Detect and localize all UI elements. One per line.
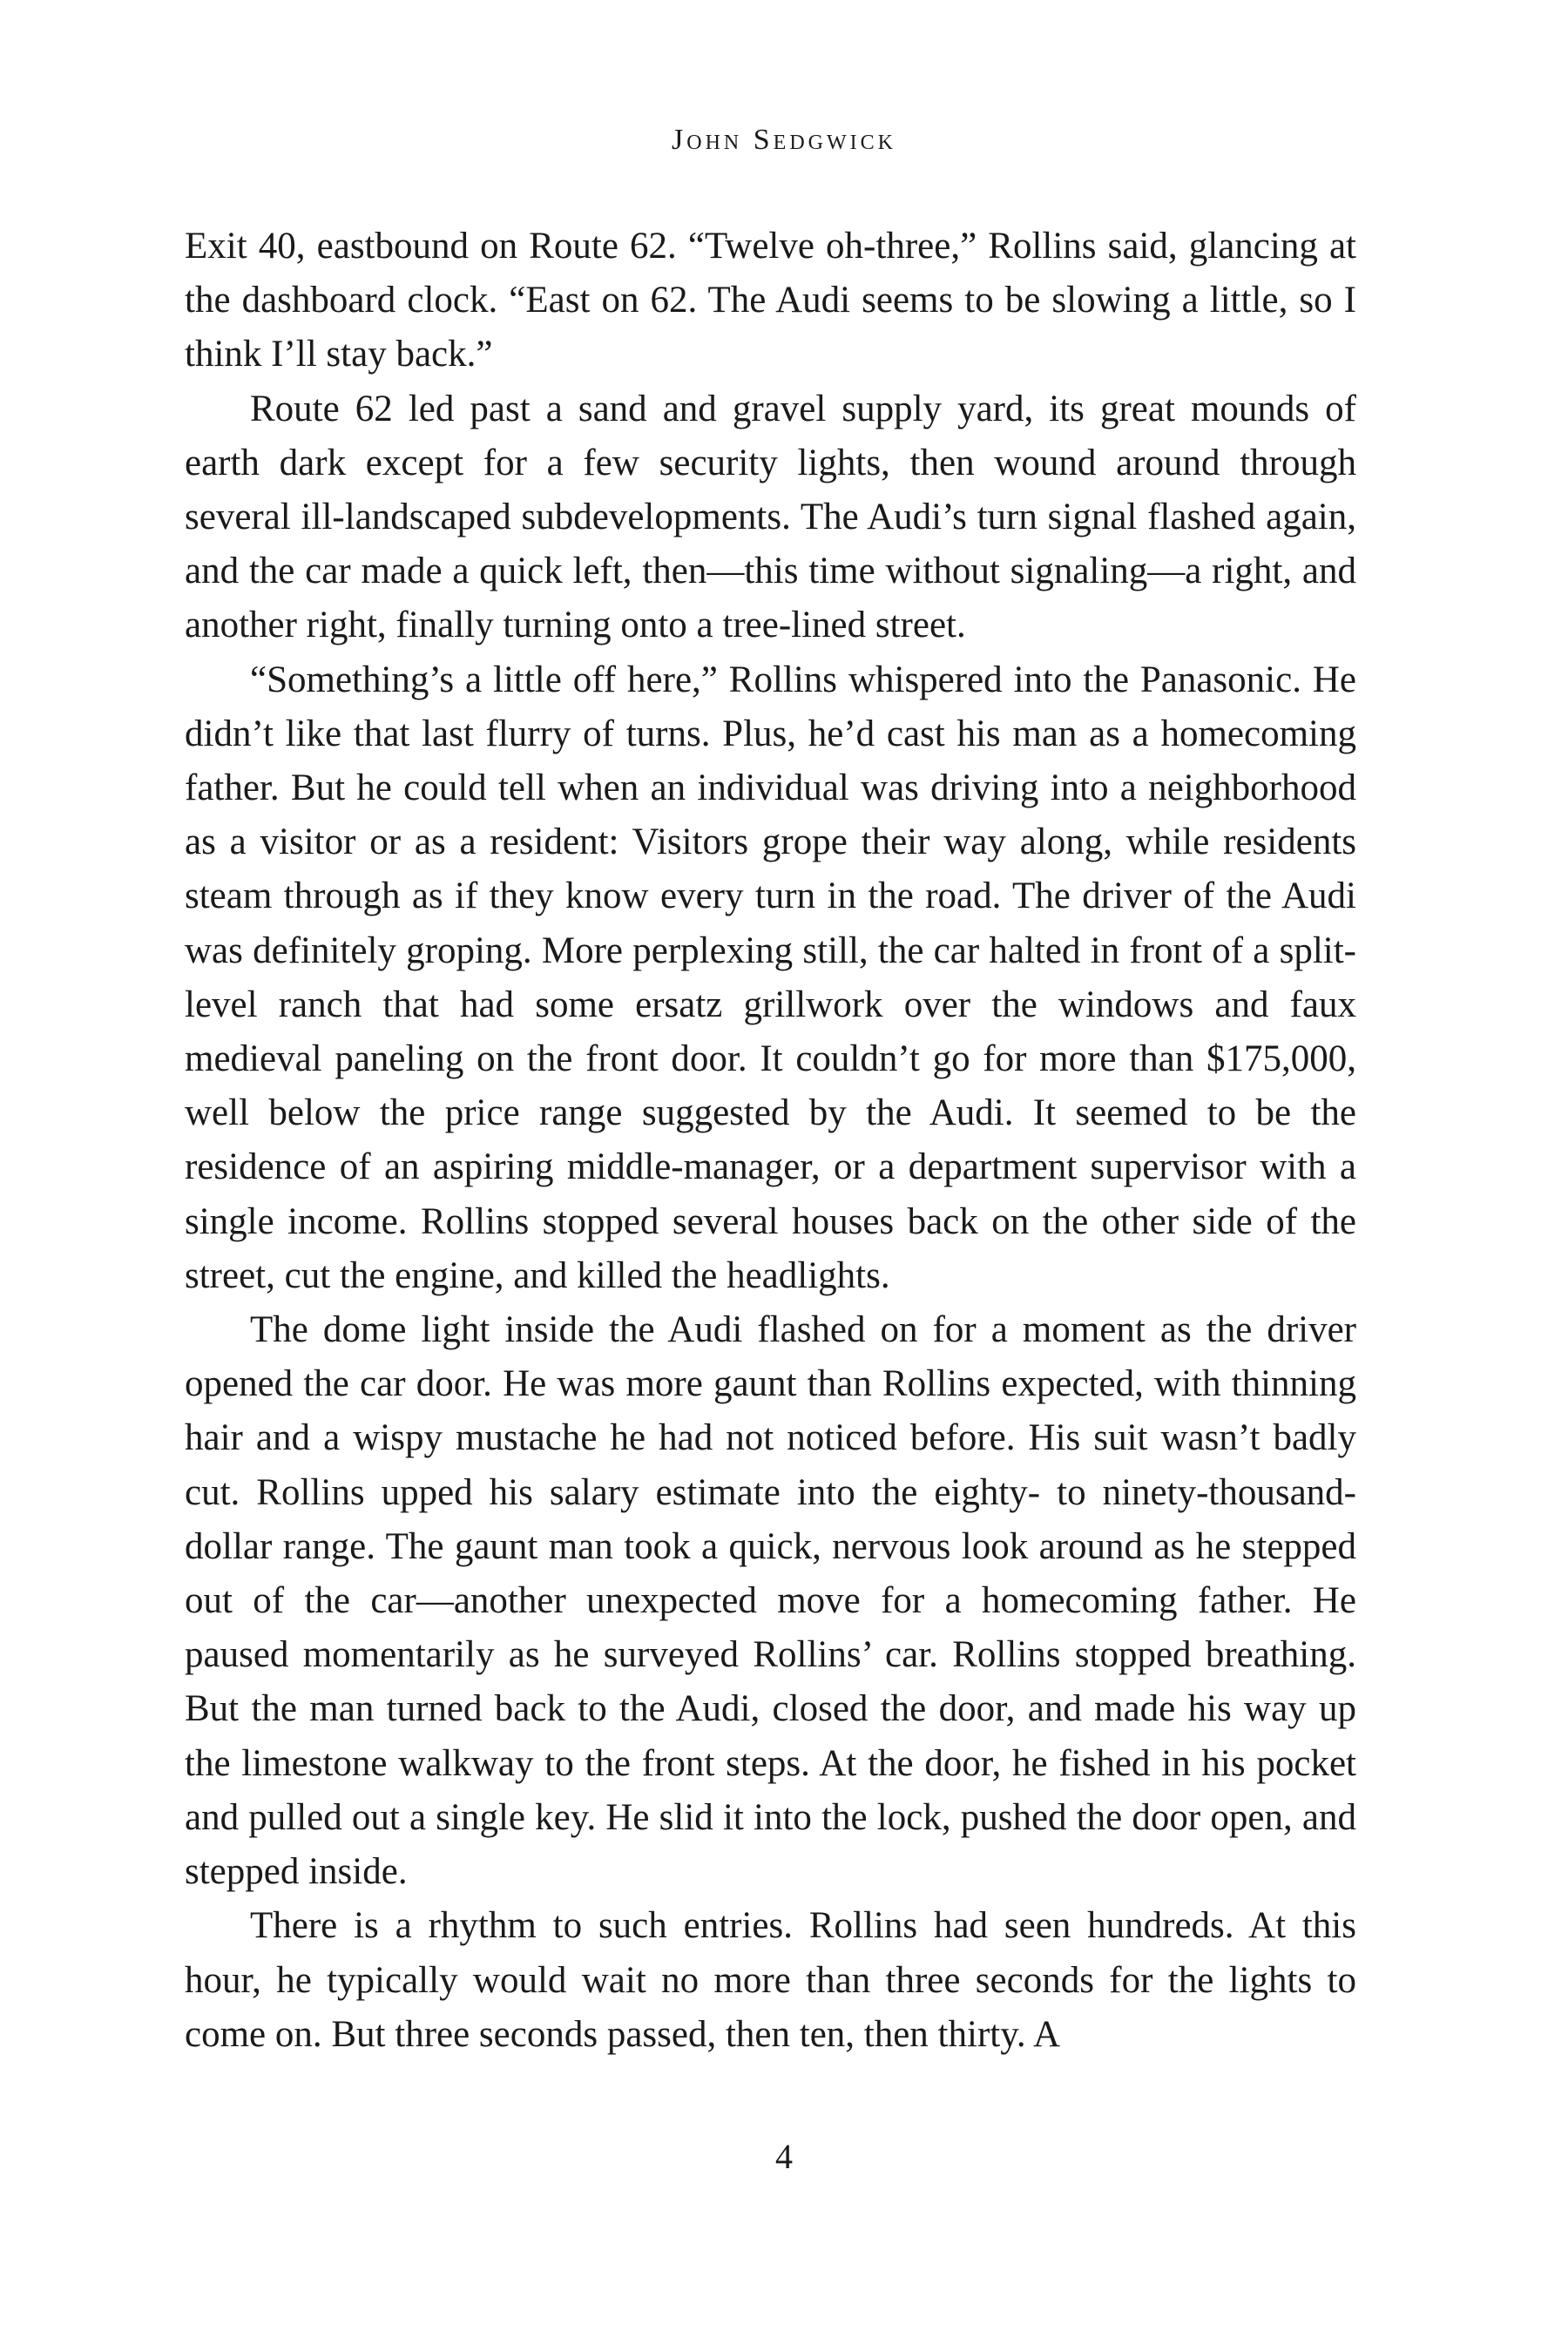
paragraph: There is a rhythm to such entries. Rollins had seen hundreds. At this hour, he typically would wait no more than three seconds for the lights to come on. But three seconds passed, then ten, then thirty. A [185,1905,1356,2055]
body-text [185,220,1356,2062]
paragraph: The dome light inside the Audi flashed on for a moment as the driver opened the car door. He was more gaunt than Rollins expected, with thinning hair and a wispy mustache he had not noticed before. His suit wasn’t badly cut. Rollins upped his salary estimate into the eighty- to ninety-thousand-dollar range. The gaunt man took a quick, nervous look around as he stepped out of the car—another unexpected move for a homecoming father. He paused momentarily as he surveyed Rollins’ car. Rollins stopped breathing. But the man turned back to the Audi, closed the door, and made his way up the limestone walkway to the front steps. At the door, he fished in his pocket and pulled out a single key. He slid it into the lock, pushed the door open, and stepped inside. [185,1309,1356,1893]
running-head-text: John Sedgwick [672,124,896,156]
paragraph: Route 62 led past a sand and gravel supply yard, its great mounds of earth dark except for a few security lights, then wound around through several ill-landscaped subdevelopments. The Audi’s turn signal flashed again, and the car made a quick left, then—this time without signaling—a right, and another right, finally turning onto a tree-lined street. [185,388,1356,646]
running-head [0,124,1568,157]
paragraph: Exit 40, eastbound on Route 62. “Twelve oh-three,” Rollins said, glancing at the dashboard clock. “East on 62. The Audi seems to be slowing a little, so I think I’ll stay back.” [185,226,1356,375]
page-number: 4 [775,2137,793,2176]
paragraph: “Something’s a little off here,” Rollins whispered into the Panasonic. He didn’t like that last flurry of turns. Plus, he’d cast his man as a homecoming father. But he could tell when an individual was driving into a neighborhood as a visitor or as a resident: Visitors grope their way along, while residents steam through as if they know every turn in the road. The driver of the Audi was definitely groping. More perplexing still, the car halted in front of a split-level ranch that had some ersatz grillwork over the windows and faux medieval paneling on the front door. It couldn’t go for more than $175,000, well below the price range suggested by the Audi. It seemed to be the residence of an aspiring middle-manager, or a department supervisor with a single income. Rollins stopped several houses back on the other side of the street, cut the engine, and killed the headlights. [185,659,1356,1296]
